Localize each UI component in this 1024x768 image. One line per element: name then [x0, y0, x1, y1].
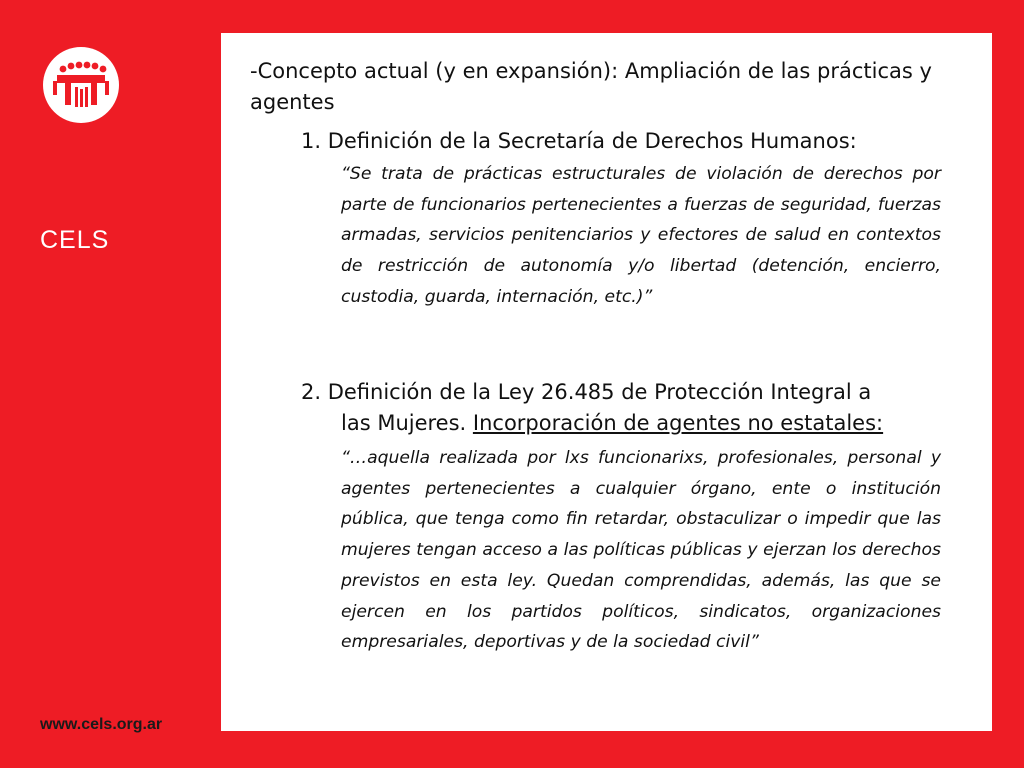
cels-logo-icon — [43, 47, 119, 123]
content-panel — [221, 33, 992, 731]
slide-heading: -Concepto actual (y en expansión): Ampliación de las prácticas y agentes — [250, 59, 932, 114]
item-1-quote: “Se trata de prácticas estructurales de violación de derechos por parte de funcionarios pertenecientes a fuerzas de seguridad, fuerzas armadas, servicios penitenciarios y efectores de salud en contextos de restricción de autonomía y/o libertad (detención, encierro, custodia, guarda, internación, etc.)” — [341, 164, 941, 307]
website-url[interactable]: www.cels.org.ar — [40, 716, 163, 733]
item-2-title-underlined: Incorporación de agentes no estatales: — [472, 411, 884, 435]
brand-name: CELS — [40, 226, 110, 254]
item-2-title — [301, 377, 981, 439]
item-2-quote: “…aquella realizada por lxs funcionarixs, profesionales, personal y agentes pertenecientes a cualquier órgano, ente o institución pública, que tenga como fin retardar, obstaculizar o impedir que las mujeres tengan acceso a las políticas públicas y ejerzan los derechos previstos en esta ley. Quedan comprendidas, además, las que se ejercen en los partidos políticos, sindicatos, organizaciones empresariales, deportivas y de la sociedad civil” — [341, 448, 941, 653]
item-2-title-line2 — [301, 408, 981, 439]
item-1-title: 1. Definición de la Secretaría de Derechos Humanos: — [301, 129, 857, 153]
item-2-title-plain: las Mujeres. — [341, 411, 473, 435]
item-2-title-line1: 2. Definición de la Ley 26.485 de Protección Integral a — [301, 380, 872, 404]
